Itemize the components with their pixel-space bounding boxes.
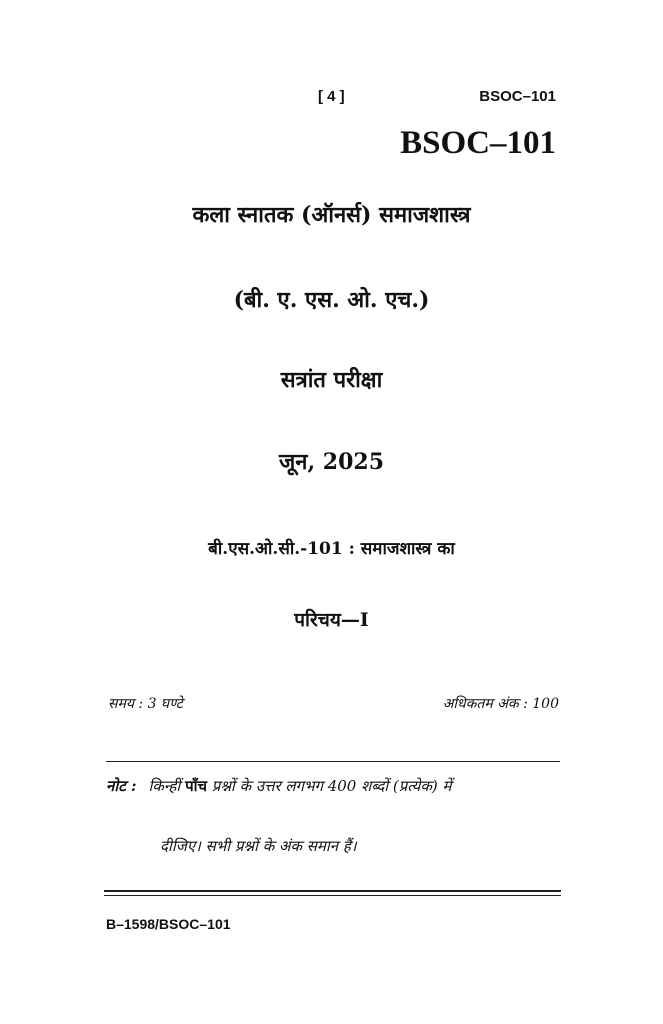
exam-title: सत्रांत परीक्षा — [280, 367, 383, 393]
note-text-before: किन्हीं — [148, 777, 181, 795]
note-text-bold: पाँच — [185, 777, 207, 795]
exam-session: जून, 2025 — [278, 449, 385, 475]
footer-code: B–1598/BSOC–101 — [106, 916, 231, 932]
instruction-note — [106, 776, 560, 796]
note-text-line2: दीजिए। सभी प्रश्नों के अंक समान हैं। — [160, 837, 357, 855]
programme-abbreviation: (बी. ए. एस. ओ. एच.) — [233, 287, 430, 313]
note-text-after: प्रश्नों के उत्तर लगभग 400 शब्दों (प्रत्येक) में — [211, 777, 452, 795]
course-code-large: BSOC–101 — [400, 125, 556, 161]
divider — [106, 761, 560, 762]
double-divider — [104, 890, 561, 896]
time-allowed: समय : 3 घण्टे — [108, 696, 183, 712]
course-title-line2: परिचय—I — [294, 609, 369, 631]
course-title-line1: बी.एस.ओ.सी.-101 : समाजशास्त्र का — [208, 539, 455, 559]
note-label: नोट : — [106, 777, 137, 795]
programme-title: कला स्नातक (ऑनर्स) समाजशास्त्र — [192, 202, 471, 228]
note-text — [149, 776, 560, 796]
maximum-marks: अधिकतम अंक : 100 — [442, 696, 559, 712]
course-code-small: BSOC–101 — [479, 88, 556, 105]
page-number: [ 4 ] — [318, 88, 345, 105]
